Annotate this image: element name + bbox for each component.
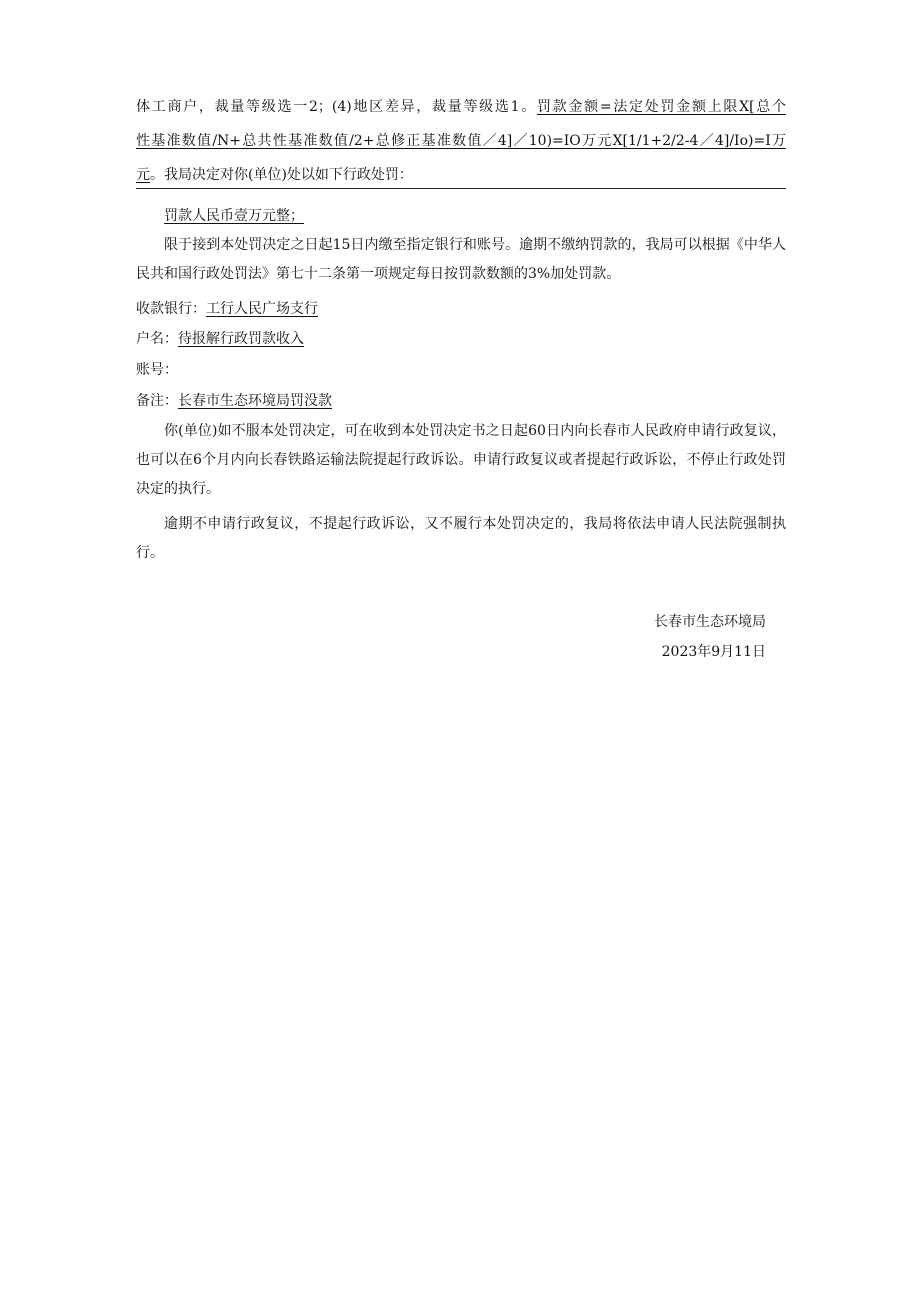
calc-line-1 (136, 96, 786, 118)
deadline-paragraph: 限于接到本处罚决定之日起15日内缴至指定银行和账号。逾期不缴纳罚款的，我局可以根据《中华人民共和国行政处罚法》第七十二条第一项规定每日按罚款数额的3%加处罚款。 (136, 237, 786, 282)
document-body (136, 96, 786, 568)
signature-org: 长春市生态环境局 (654, 614, 766, 630)
account-no-line (136, 355, 786, 386)
remark-line (136, 386, 786, 417)
bank-value: 工行人民广场支行 (206, 301, 318, 317)
penalty-line (136, 205, 786, 227)
calc-line-1b: 罚款金额=法定处罚金额上限X[总个 (536, 99, 786, 115)
account-name-value: 待报解行政罚款收入 (178, 331, 304, 347)
enforcement-paragraph: 逾期不申请行政复议，不提起行政诉讼，又不履行本处罚决定的，我局将依法申请人民法院强制执行。 (136, 516, 786, 561)
calc-line-3 (136, 164, 786, 186)
account-name-label: 户名： (136, 331, 178, 347)
account-name-line (136, 324, 786, 355)
review-paragraph: 你(单位)如不服本处罚决定，可在收到本处罚决定书之日起60日内向长春市人民政府申请行政复议，也可以在6个月内向长春铁路运输法院提起行政诉讼。申请行政复议或者提起行政诉讼，不停止行政处罚决定的执行。 (136, 423, 786, 497)
penalty-text: 罚款人民币壹万元整； (164, 208, 304, 224)
account-no-label: 账号： (136, 362, 178, 378)
signature-date: 2023年9月11日 (661, 644, 766, 660)
remark-value: 长春市生态环境局罚没款 (178, 393, 332, 409)
remark-label: 备注： (136, 393, 178, 409)
calc-line-2: 性基准数值/N+总共性基准数值/2+总修正基准数值／4]／10)=IO万元X[1/1+2/2-4／4]/Io)=I万 (136, 133, 786, 149)
calc-line-3-underlined: 元 (136, 167, 150, 183)
calc-line-3-rest: 。我局决定对你(单位)处以如下行政处罚： (150, 167, 413, 183)
calc-line-1a: 体工商户，裁量等级选一2；(4)地区差异，裁量等级选1。 (136, 99, 537, 115)
horizontal-rule (136, 188, 786, 189)
bank-line (136, 295, 786, 324)
bank-label: 收款银行： (136, 301, 206, 317)
